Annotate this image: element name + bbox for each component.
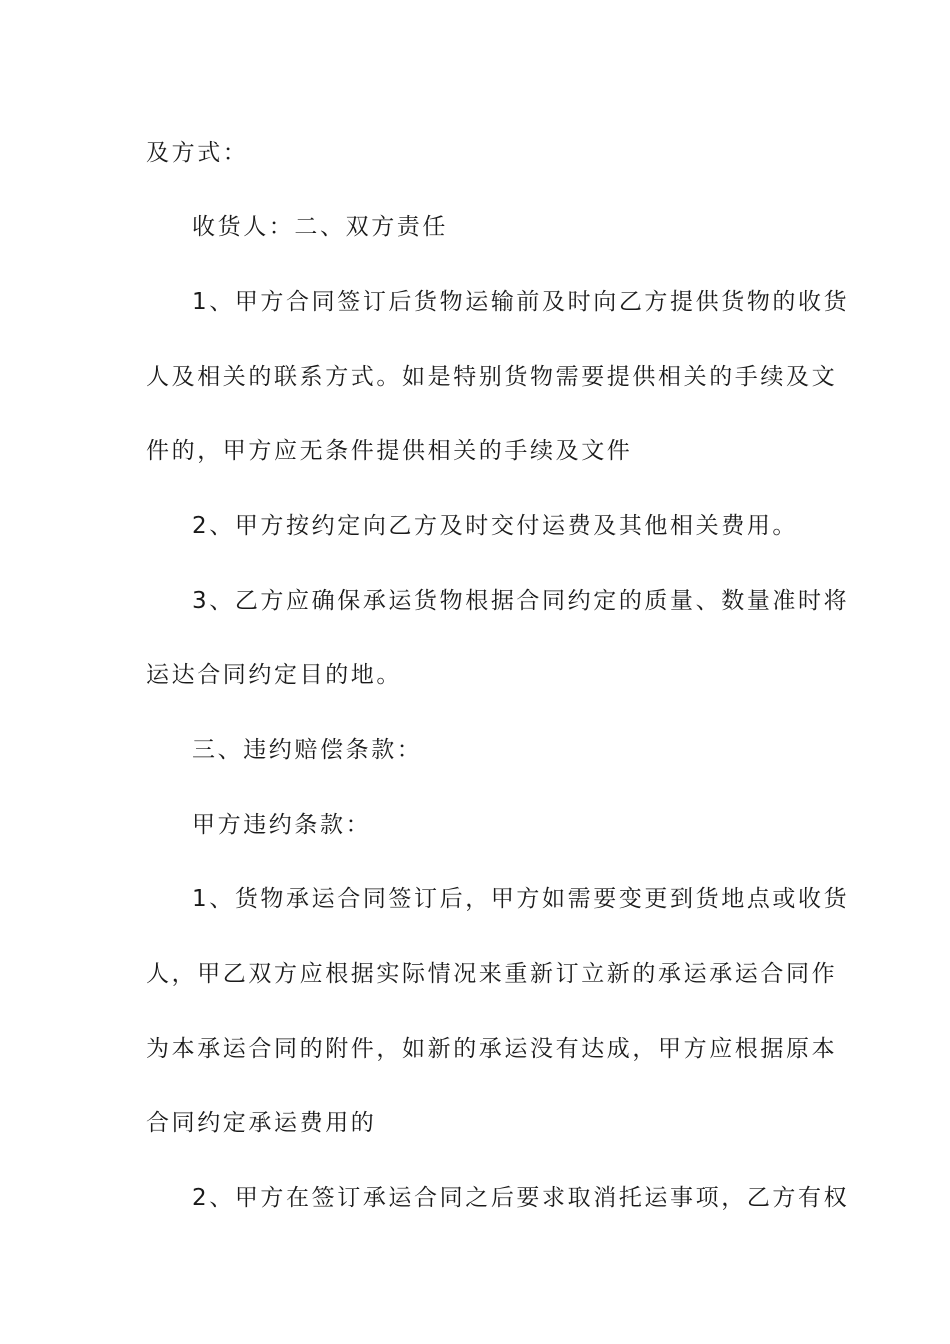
text-line: 合同约定承运费用的 <box>146 1110 377 1136</box>
text-line: 3、乙方应确保承运货物根据合同约定的质量、数量准时将 <box>192 588 850 614</box>
text-line: 运达合同约定目的地。 <box>146 662 402 688</box>
text-line: 及方式： <box>146 140 249 166</box>
text-line: 人，甲乙双方应根据实际情况来重新订立新的承运承运合同作 <box>146 961 838 987</box>
text-line: 1、甲方合同签订后货物运输前及时向乙方提供货物的收货 <box>192 289 850 315</box>
text-line: 为本承运合同的附件，如新的承运没有达成，甲方应根据原本 <box>146 1036 838 1062</box>
subsection-heading: 甲方违约条款： <box>192 812 372 838</box>
text-line: 收货人：二、双方责任 <box>192 214 448 240</box>
text-line: 2、甲方在签订承运合同之后要求取消托运事项，乙方有权 <box>192 1185 850 1211</box>
text-line: 1、货物承运合同签订后，甲方如需要变更到货地点或收货 <box>192 886 850 912</box>
section-heading: 三、违约赔偿条款： <box>192 737 423 763</box>
text-line: 件的，甲方应无条件提供相关的手续及文件 <box>146 438 633 464</box>
text-line: 人及相关的联系方式。如是特别货物需要提供相关的手续及文 <box>146 364 838 390</box>
text-line: 2、甲方按约定向乙方及时交付运费及其他相关费用。 <box>192 513 799 539</box>
